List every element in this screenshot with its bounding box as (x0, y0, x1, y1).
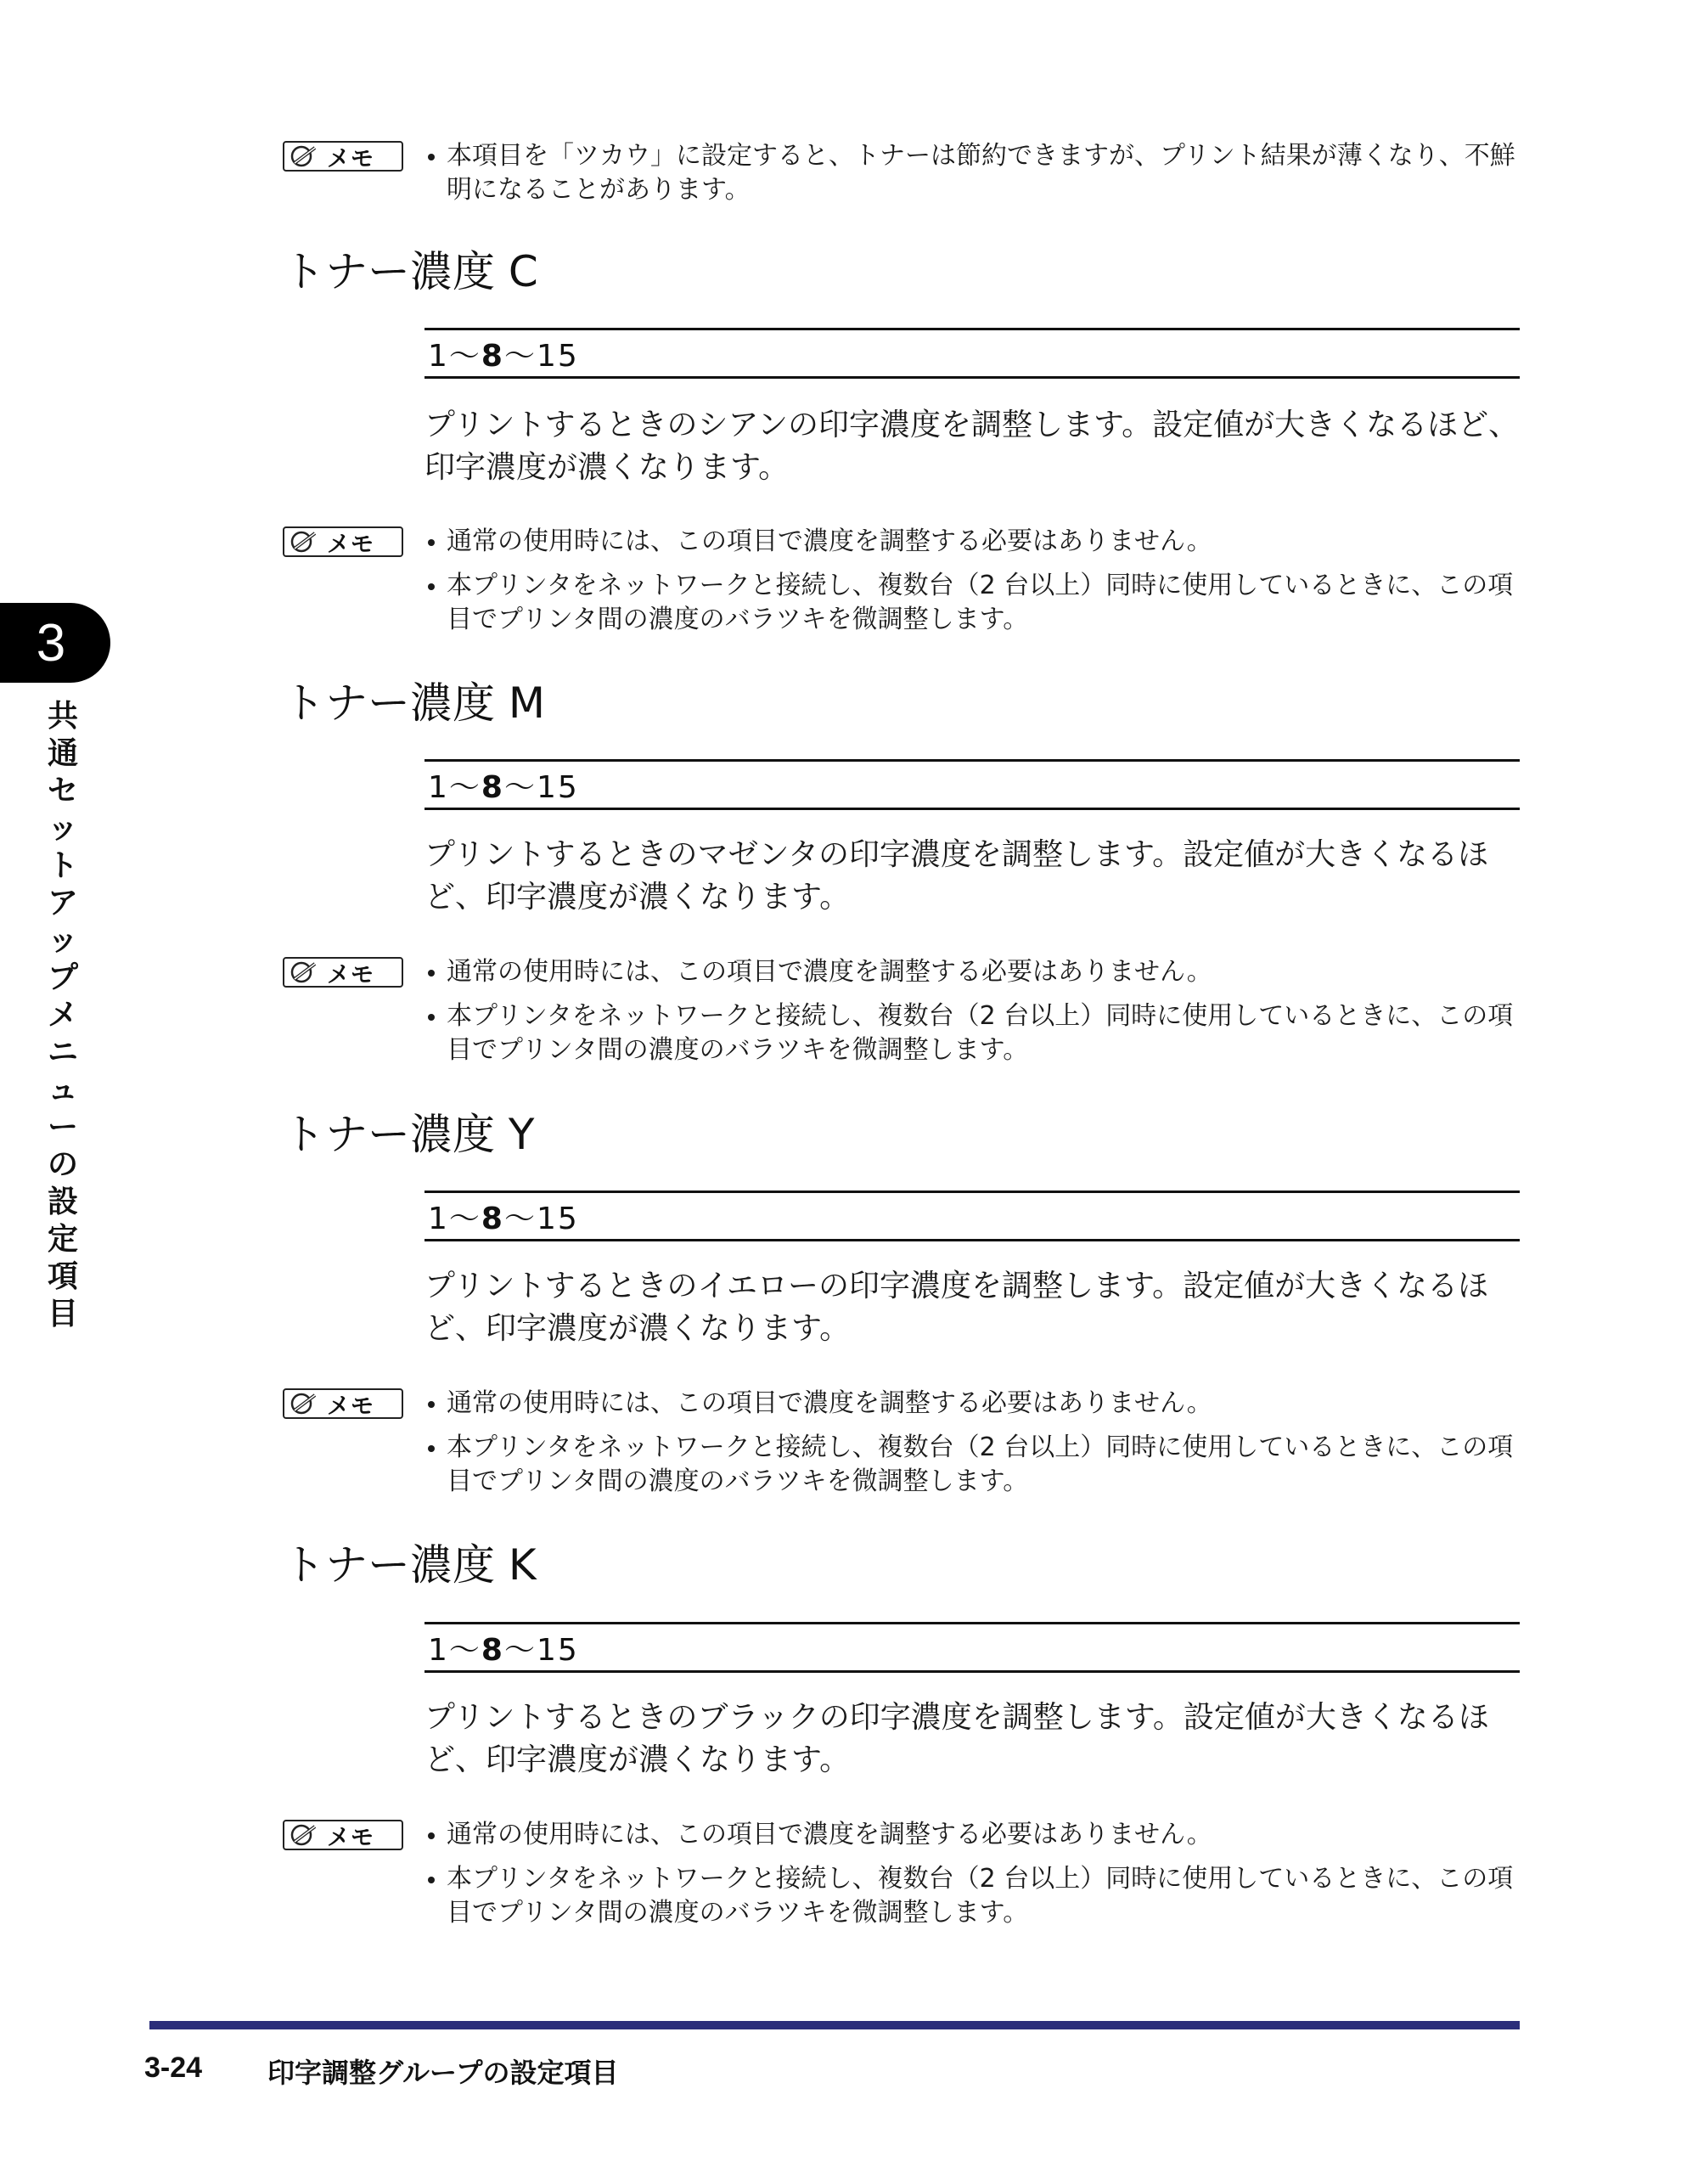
section-description: プリントするときのブラックの印字濃度を調整します。設定値が大きくなるほど、印字濃度が濃くなります。 (424, 1700, 1489, 1777)
memo-item: 本プリンタをネットワークと接続し、複数台（2 台以上）同時に使用しているときに、この項目でプリンタ間の濃度のバラツキを微調整します。 (424, 1431, 1520, 1499)
footer-rule (149, 2021, 1520, 2029)
section-title: トナー濃度 M (283, 678, 546, 728)
page-number: 3-24 (144, 2052, 203, 2084)
section-description: プリントするときのイエローの印字濃度を調整します。設定値が大きくなるほど、印字濃度が濃くなります。 (424, 1269, 1489, 1346)
memo-label: メモ (327, 531, 374, 558)
pencil-icon (290, 530, 320, 554)
memo-badge (283, 1388, 403, 1419)
memo-item: 通常の使用時には、この項目で濃度を調整する必要はありません。 (424, 525, 1520, 559)
section-title: トナー濃度 Y (283, 1110, 535, 1159)
section-description: プリントするときのシアンの印字濃度を調整します。設定値が大きくなるほど、印字濃度が濃くなります。 (424, 408, 1520, 485)
memo-label: メモ (327, 1393, 374, 1420)
memo-item: 通常の使用時には、この項目で濃度を調整する必要はありません。 (424, 955, 1520, 989)
chapter-title-vertical: 共通セットアップメニューの設定項目 (47, 699, 78, 1331)
memo-list (424, 955, 1520, 1078)
section-description: プリントするときのマゼンタの印字濃度を調整します。設定値が大きくなるほど、印字濃度が濃くなります。 (424, 837, 1489, 915)
memo-list (424, 1387, 1520, 1509)
range-value: 1～8～15 (428, 1201, 579, 1236)
memo-list (424, 525, 1520, 647)
range-value: 1～8～15 (428, 338, 579, 374)
memo-item: 通常の使用時には、この項目で濃度を調整する必要はありません。 (424, 1387, 1520, 1421)
range-box (424, 759, 1520, 810)
memo-item: 本項目を「ツカウ」に設定すると、トナーは節約できますが、プリント結果が薄くなり、不鮮明になることがあります。 (424, 139, 1520, 207)
range-box (424, 1622, 1520, 1673)
memo-badge (283, 1820, 403, 1850)
memo-item: 本プリンタをネットワークと接続し、複数台（2 台以上）同時に使用しているときに、この項目でプリンタ間の濃度のバラツキを微調整します。 (424, 569, 1520, 637)
memo-item: 通常の使用時には、この項目で濃度を調整する必要はありません。 (424, 1818, 1520, 1852)
pencil-icon (290, 1823, 320, 1847)
range-value: 1～8～15 (428, 769, 579, 805)
memo-list (424, 1818, 1520, 1940)
pencil-icon (290, 144, 320, 168)
section-title: トナー濃度 K (283, 1540, 537, 1590)
pencil-icon (290, 1392, 320, 1416)
memo-label: メモ (327, 1824, 374, 1851)
memo-badge (283, 141, 403, 172)
memo-label: メモ (327, 961, 374, 988)
memo-item: 本プリンタをネットワークと接続し、複数台（2 台以上）同時に使用しているときに、この項目でプリンタ間の濃度のバラツキを微調整します。 (424, 999, 1520, 1067)
memo-badge (283, 526, 403, 557)
memo-list (424, 139, 1520, 217)
footer-section-title: 印字調整グループの設定項目 (267, 2057, 619, 2089)
chapter-number: 3 (36, 613, 66, 673)
memo-label: メモ (327, 145, 374, 172)
memo-badge (283, 957, 403, 988)
section-title: トナー濃度 C (283, 247, 538, 296)
pencil-icon (290, 960, 320, 984)
chapter-tab (0, 603, 110, 683)
range-box (424, 1191, 1520, 1241)
memo-item: 本プリンタをネットワークと接続し、複数台（2 台以上）同時に使用しているときに、この項目でプリンタ間の濃度のバラツキを微調整します。 (424, 1862, 1520, 1930)
range-box (424, 328, 1520, 379)
range-value: 1～8～15 (428, 1632, 579, 1668)
